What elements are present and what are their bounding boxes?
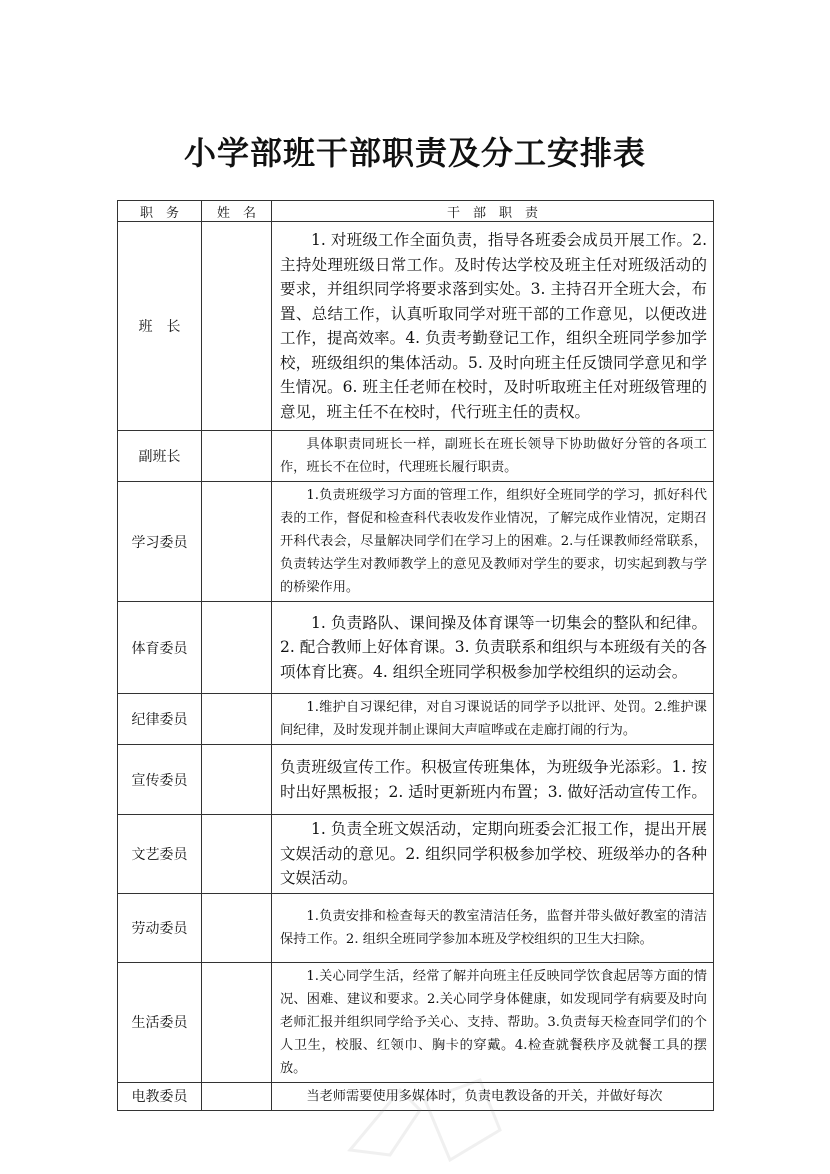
table-header-row: [118, 201, 714, 222]
duty-cell: 当老师需要使用多媒体时，负责电教设备的开关，并做好每次: [272, 1082, 714, 1110]
name-cell: [202, 431, 272, 482]
role-cell: 电教委员: [118, 1082, 202, 1110]
name-cell: [202, 1082, 272, 1110]
name-cell: [202, 962, 272, 1082]
table-row: [118, 745, 714, 815]
header-role: 职 务: [118, 201, 202, 222]
table-row: [118, 962, 714, 1082]
name-cell: [202, 745, 272, 815]
role-cell: 宣传委员: [118, 745, 202, 815]
role-cell: 班 长: [118, 222, 202, 431]
role-cell: 文艺委员: [118, 815, 202, 894]
table-row: [118, 815, 714, 894]
table-row: [118, 482, 714, 602]
duty-cell: 具体职责同班长一样，副班长在班长领导下协助做好分管的各项工作，班长不在位时，代理班长履行职责。: [272, 431, 714, 482]
table-row: [118, 431, 714, 482]
name-cell: [202, 893, 272, 962]
page-title: 小学部班干部职责及分工安排表: [183, 134, 646, 172]
role-cell: 劳动委员: [118, 893, 202, 962]
table-row: [118, 602, 714, 694]
name-cell: [202, 482, 272, 602]
header-name: 姓 名: [202, 201, 272, 222]
duty-cell: 1. 对班级工作全面负责，指导各班委会成员开展工作。2. 主持处理班级日常工作。及时传达学校及班主任对班级活动的要求，并组织同学将要求落到实处。3. 主持召开全班大会，布置、总结工作，认真听取同学对班干部的工作意见，以便改进工作，提高效率。4. 负责考勤登记工作，组织全班同学参加学校，班级组织的集体活动。5. 及时向班主任反馈同学意见和学生情况。6. 班主任老师在校时，及时听取班主任对班级管理的意见，班主任不在校时，代行班主任的责权。: [272, 222, 714, 431]
duty-cell: 1.维护自习课纪律，对自习课说话的同学予以批评、处罚。2.维护课间纪律，及时发现并制止课间大声喧哗或在走廊打闹的行为。: [272, 694, 714, 745]
duty-cell: 1.负责班级学习方面的管理工作，组织好全班同学的学习，抓好科代表的工作，督促和检查科代表收发作业情况，了解完成作业情况，定期召开科代表会，尽量解决同学们在学习上的困难。2.与任课教师经常联系，负责转达学生对教师教学上的意见及教师对学生的要求，切实起到教与学的桥梁作用。: [272, 482, 714, 602]
role-cell: 纪律委员: [118, 694, 202, 745]
role-cell: 副班长: [118, 431, 202, 482]
role-cell: 学习委员: [118, 482, 202, 602]
duty-cell: 负责班级宣传工作。积极宣传班集体，为班级争光添彩。1. 按时出好黑板报；2. 适时更新班内布置；3. 做好活动宣传工作。: [272, 745, 714, 815]
duty-cell: 1.负责安排和检查每天的教室清洁任务，监督并带头做好教室的清洁保持工作。2. 组织全班同学参加本班及学校组织的卫生大扫除。: [272, 893, 714, 962]
watermark-graphic: [330, 1070, 530, 1170]
duty-cell: 1. 负责路队、课间操及体育课等一切集会的整队和纪律。2. 配合教师上好体育课。3. 负责联系和组织与本班级有关的各项体育比赛。4. 组织全班同学积极参加学校组织的运动会。: [272, 602, 714, 694]
duty-cell: 1. 负责全班文娱活动，定期向班委会汇报工作，提出开展文娱活动的意见。2. 组织同学积极参加学校、班级举办的各种文娱活动。: [272, 815, 714, 894]
role-cell: 体育委员: [118, 602, 202, 694]
table-row: [118, 222, 714, 431]
name-cell: [202, 222, 272, 431]
duty-table: [117, 200, 714, 1111]
name-cell: [202, 602, 272, 694]
table-row: [118, 694, 714, 745]
name-cell: [202, 815, 272, 894]
header-duty: 干 部 职 责: [272, 201, 714, 222]
role-cell: 生活委员: [118, 962, 202, 1082]
duty-cell: 1.关心同学生活，经常了解并向班主任反映同学饮食起居等方面的情况、困难、建议和要求。2.关心同学身体健康，如发现同学有病要及时向老师汇报并组织同学给予关心、支持、帮助。3.负责每天检查同学们的个人卫生，校服、红领巾、胸卡的穿戴。4.检查就餐秩序及就餐工具的摆放。: [272, 962, 714, 1082]
name-cell: [202, 694, 272, 745]
table-row: [118, 893, 714, 962]
